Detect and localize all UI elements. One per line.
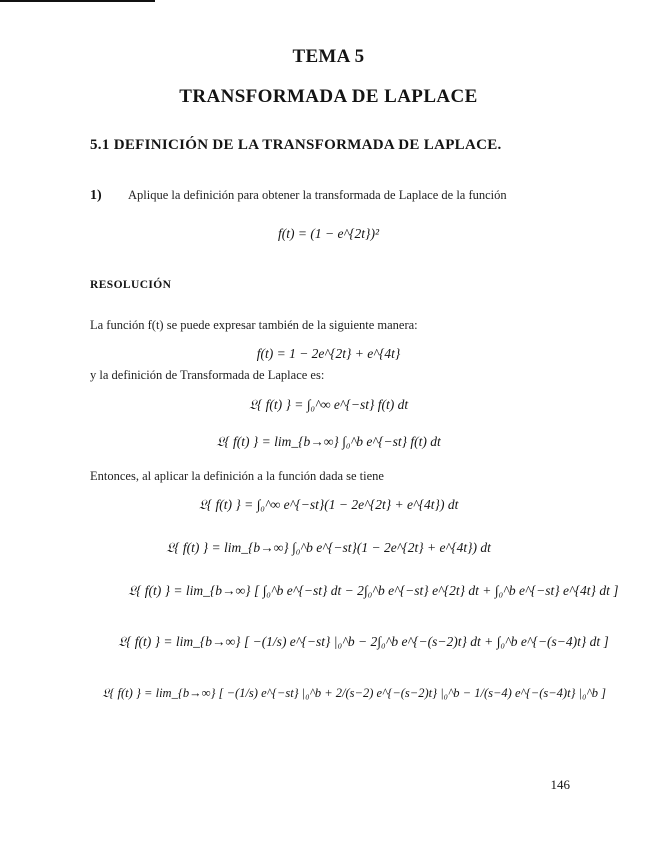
- equation-8-text: 𝔏{ f(t) } = lim_{b→∞} [ −(1/s) e^{−st} |₀^b + 2/(s−2) e^{−(s−2)t} |₀^b − 1/(s−4) e^{−(s−4)t} |₀^b ]: [102, 686, 606, 700]
- equation-8: [102, 686, 606, 701]
- exercise-equation: [0, 226, 657, 242]
- equation-7: [118, 634, 609, 650]
- resolution-heading: RESOLUCIÓN: [90, 279, 172, 291]
- chapter-title: TRANSFORMADA DE LAPLACE: [179, 86, 478, 107]
- equation-3-text: 𝔏{ f(t) } = lim_{b→∞} ∫₀^b e^{−st} f(t) dt: [216, 434, 441, 449]
- resolution-line-2: y la definición de Transformada de Laplace es:: [90, 368, 325, 382]
- exercise-equation-text: f(t) = (1 − e^{2t})²: [278, 226, 379, 241]
- equation-1: [0, 346, 657, 362]
- chapter-label: TEMA 5: [292, 46, 365, 67]
- equation-2-text: 𝔏{ f(t) } = ∫₀^∞ e^{−st} f(t) dt: [248, 397, 409, 412]
- exercise-number: 1): [90, 188, 102, 203]
- resolution-line-3: Entonces, al aplicar la definición a la función dada se tiene: [90, 469, 384, 483]
- equation-6: [128, 583, 618, 599]
- section-heading: 5.1 DEFINICIÓN DE LA TRANSFORMADA DE LAPLACE.: [90, 137, 502, 153]
- top-rule: [0, 0, 155, 2]
- equation-7-text: 𝔏{ f(t) } = lim_{b→∞} [ −(1/s) e^{−st} |₀^b − 2∫₀^b e^{−(s−2)t} dt + ∫₀^b e^{−(s−4)t} dt ]: [118, 634, 609, 649]
- page-number: 146: [550, 777, 570, 792]
- exercise-statement: Aplique la definición para obtener la transformada de Laplace de la función: [128, 188, 507, 202]
- resolution-line-1: La función f(t) se puede expresar también de la siguiente manera:: [90, 318, 418, 332]
- equation-3: [0, 434, 657, 450]
- equation-1-text: f(t) = 1 − 2e^{2t} + e^{4t}: [256, 346, 401, 361]
- equation-6-text: 𝔏{ f(t) } = lim_{b→∞} [ ∫₀^b e^{−st} dt − 2∫₀^b e^{−st} e^{2t} dt + ∫₀^b e^{−st} e^{4t} dt ]: [128, 583, 619, 598]
- equation-4-text: 𝔏{ f(t) } = ∫₀^∞ e^{−st}(1 − 2e^{2t} + e^{4t}) dt: [198, 497, 459, 512]
- equation-2: [0, 397, 657, 413]
- equation-5-text: 𝔏{ f(t) } = lim_{b→∞} ∫₀^b e^{−st}(1 − 2e^{2t} + e^{4t}) dt: [166, 540, 491, 555]
- equation-5: [0, 540, 657, 556]
- equation-4: [0, 497, 657, 513]
